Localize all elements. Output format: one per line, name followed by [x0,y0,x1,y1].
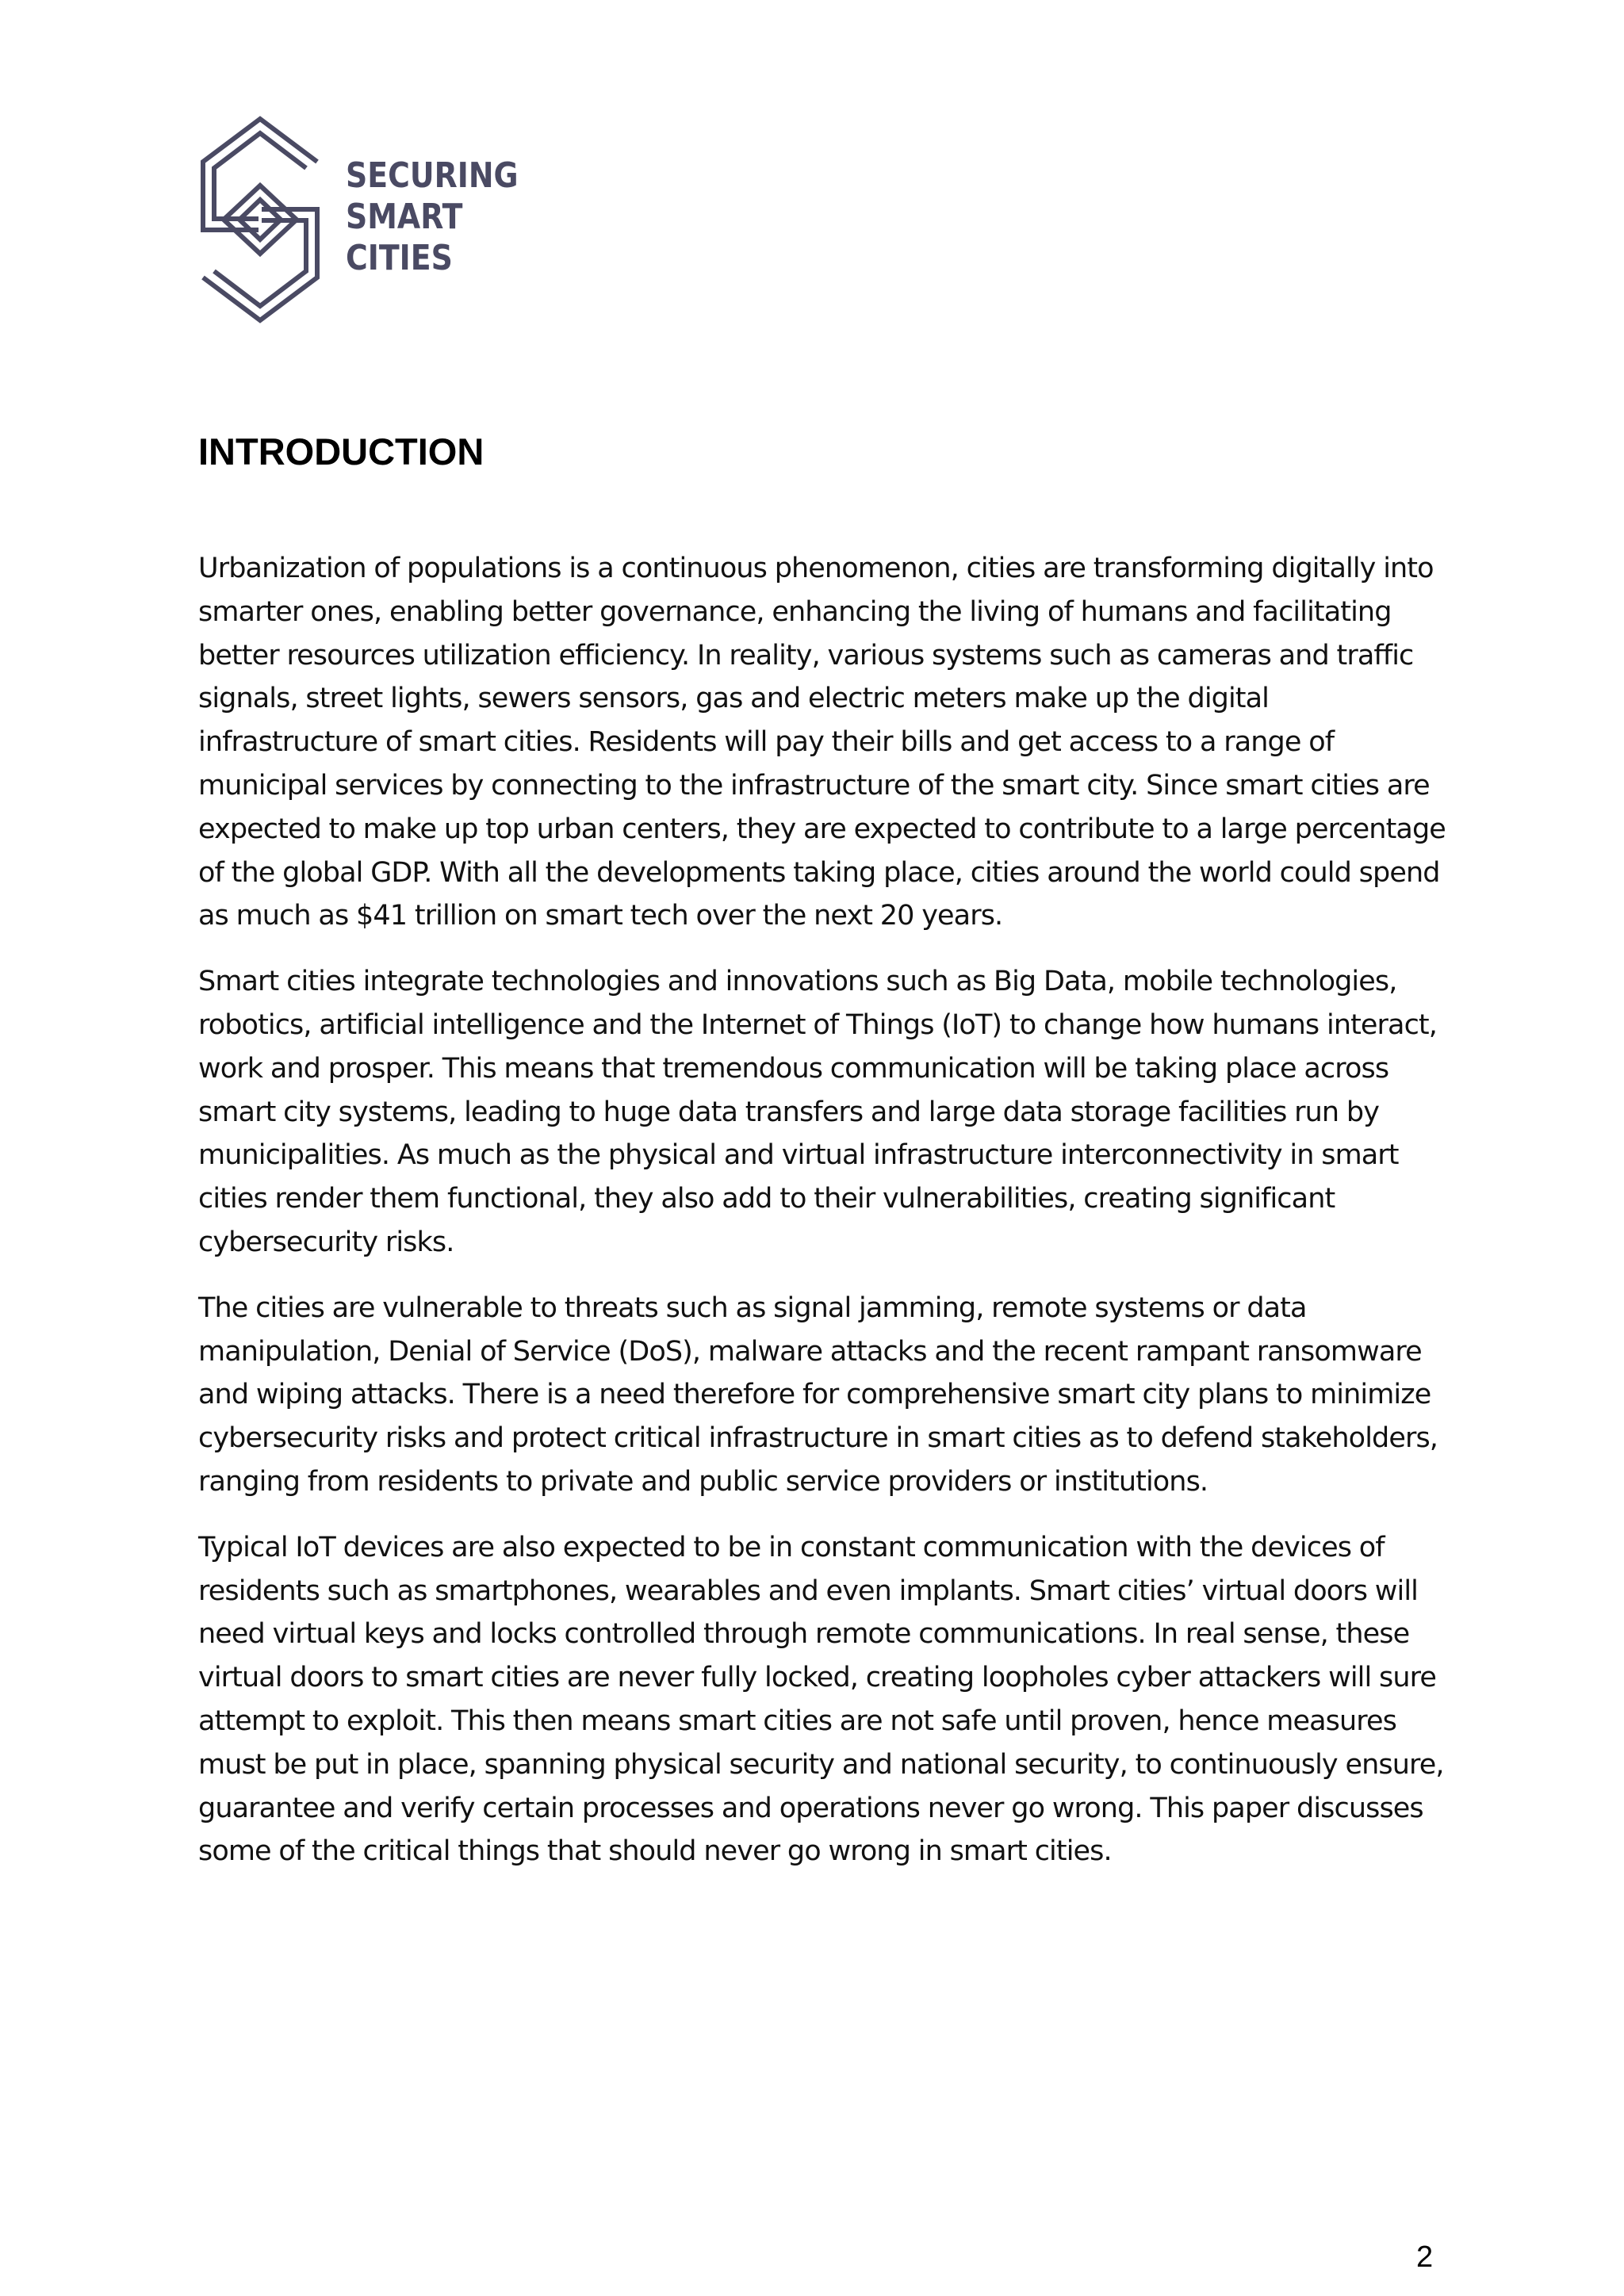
paragraph-2: Smart cities integrate technologies and innovations such as Big Data, mobile technologies, robotics, artificial intelligence and the Internet of Things (IoT) to change how humans interact, work and prosper. This means that tremendous communication will be taking place across smart city systems, leading to huge data transfers and large data storage facilities run by municipalities. As much as the physical and virtual infrastructure interconnectivity in smart cities render them functional, they also add to their vulnerabilities, creating significant cybersecurity risks. [198,966,1437,1258]
paragraph-3: The cities are vulnerable to threats such as signal jamming, remote systems or data manipulation, Denial of Service (DoS), malware attacks and the recent rampant ransomware and wiping attacks. There is a need therefore for comprehensive smart city plans to minimize cybersecurity risks and protect critical infrastructure in smart cities as to defend stakeholders, ranging from residents to private and public service providers or institutions. [198,1292,1438,1498]
securing-smart-cities-logo [198,113,531,327]
paragraph-1: Urbanization of populations is a continuous phenomenon, cities are transforming digitally into smarter ones, enabling better governance, enhancing the living of humans and facilitating better resources utilization efficiency. In reality, various systems such as cameras and traffic signals, street lights, sewers sensors, gas and electric meters make up the digital infrastructure of smart cities. Residents will pay their bills and get access to a range of municipal services by connecting to the infrastructure of the smart city. Since smart cities are expected to make up top urban centers, they are expected to contribute to a large percentage of the global GDP. With all the developments taking place, cities around the world could spend as much as $41 trillion on smart tech over the next 20 years. [198,553,1446,932]
logo-line-smart: SMART [346,197,463,237]
body-text [198,547,1451,1896]
logo-line-securing: SECURING [346,155,519,196]
logo-wordmark [346,155,519,279]
logo-line-cities: CITIES [346,238,453,278]
paragraph-4: Typical IoT devices are also expected to be in constant communication with the devices of residents such as smartphones, wearables and even implants. Smart cities’ virtual doors will need virtual keys and locks controlled through remote communications. In real sense, these virtual doors to smart cities are never fully locked, creating loopholes cyber attackers will sure attempt to exploit. This then means smart cities are not safe until proven, hence measures must be put in place, spanning physical security and national security, to continuously ensure, guarantee and verify certain processes and operations never go wrong. This paper discusses some of the critical things that should never go wrong in smart cities. [198,1531,1444,1868]
section-heading: INTRODUCTION [198,430,485,473]
hexagon-s-icon [198,113,322,327]
page-number: 2 [1416,2241,1434,2274]
